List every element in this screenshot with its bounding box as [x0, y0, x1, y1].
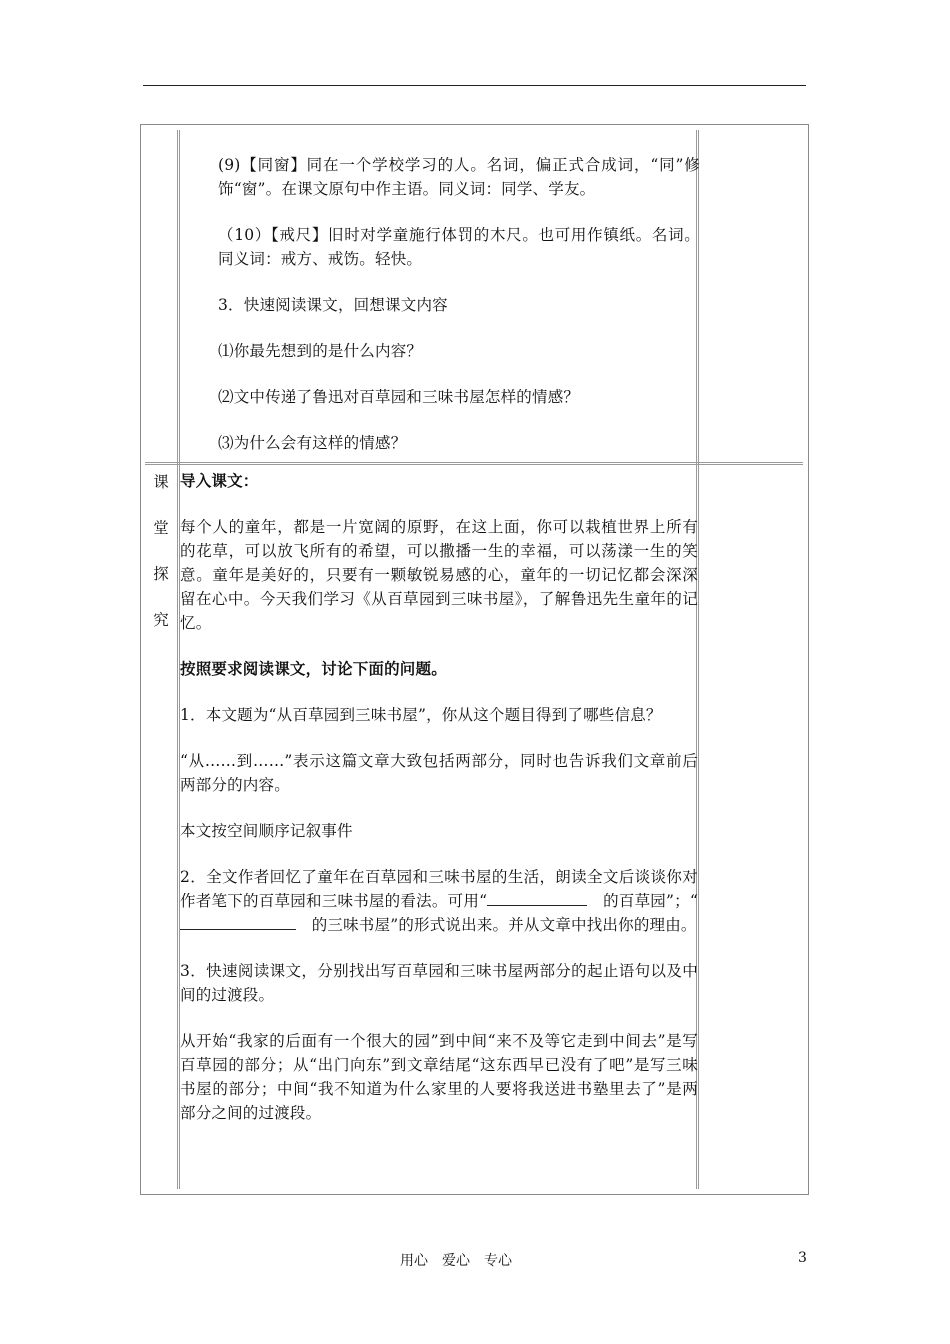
answer-3: 从开始“我家的后面有一个很大的园”到中间“来不及等它走到中间去”是写百草园的部分；从“出门向东”到文章结尾“这东西早已没有了吧”是写三味书屋的部分；中间“我不知道为什么家里的人要将我送进书塾里去了”是两部分之间的过渡段。: [180, 1032, 698, 1122]
section-label: [150, 470, 172, 654]
question-3: 3．快速阅读课文，分别找出写百草园和三味书屋两部分的起止语句以及中间的过渡段。: [180, 962, 698, 1004]
section-label-char: 探: [153, 565, 169, 583]
vocab-item-10: （10）【戒尺】旧时对学童施行体罚的木尺。也可用作镇纸。名词。同义词：戒方、戒饬。轻快。: [218, 226, 700, 268]
fill-blank-2[interactable]: [180, 914, 296, 930]
reading-question-1: ⑴你最先想到的是什么内容？: [218, 342, 423, 360]
question-2: [180, 865, 698, 937]
question-2-text-b: 的百草园”；“: [603, 892, 699, 910]
header-rule: [143, 85, 806, 86]
page-number: 3: [798, 1250, 807, 1266]
reading-question-2: ⑵文中传递了鲁迅对百草园和三味书屋怎样的情感？: [218, 388, 580, 406]
task-heading: 按照要求阅读课文，讨论下面的问题。: [180, 659, 447, 678]
section-label-char: 究: [153, 611, 169, 629]
section-label-char: 课: [153, 473, 169, 491]
footer-motto: 用心 爱心 专心: [400, 1253, 512, 1269]
fill-blank-1[interactable]: [487, 890, 587, 906]
answer-1-note: 本文按空间顺序记叙事件: [180, 822, 353, 840]
vocab-item-9: (9)【同窗】同在一个学校学习的人。名词，偏正式合成词，“同”修饰“窗”。在课文原句中作主语。同义词：同学、学友。: [218, 156, 700, 198]
top-section-content: [218, 153, 700, 477]
question-2-text-c: 的三味书屋”的形式说出来。并从文章中找出你的理由。: [311, 916, 697, 934]
inquiry-content: [180, 469, 698, 1147]
reading-question-3: ⑶为什么会有这样的情感？: [218, 434, 407, 452]
question-2-text-a: 2．全文作者回忆了童年在百草园和三味书屋的生活，朗读全文后谈谈你对作者笔下的百草园和三味书屋的看法。可用“: [180, 868, 698, 910]
answer-1: “从……到……”表示这篇文章大致包括两部分，同时也告诉我们文章前后两部分的内容。: [180, 752, 698, 794]
intro-paragraph: 每个人的童年，都是一片宽阔的原野，在这上面，你可以栽植世界上所有的花草，可以放飞所有的希望，可以撒播一生的幸福，可以荡漾一生的笑意。童年是美好的，只要有一颗敏锐易感的心，童年的一切记忆都会深深留在心中。今天我们学习《从百草园到三味书屋》，了解鲁迅先生童年的记忆。: [180, 518, 698, 632]
question-1: 1．本文题为“从百草园到三味书屋”，你从这个题目得到了哪些信息？: [180, 706, 662, 724]
section-label-char: 堂: [153, 519, 169, 537]
intro-heading: 导入课文：: [180, 471, 259, 490]
reading-task-3: 3．快速阅读课文，回想课文内容: [218, 296, 448, 314]
